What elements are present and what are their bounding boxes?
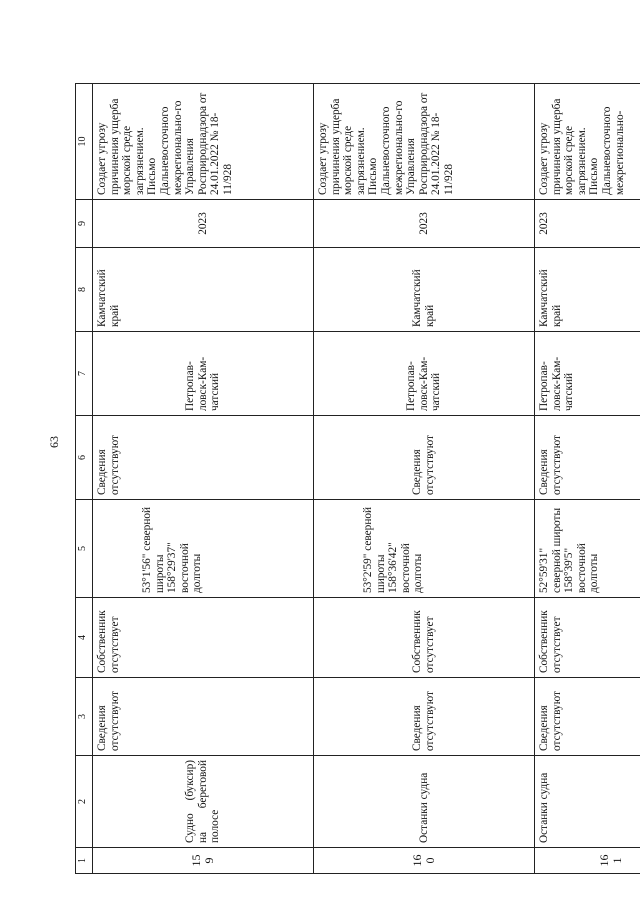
owner: Собственник отсутствует bbox=[93, 598, 314, 678]
column-number: 5 bbox=[76, 500, 93, 598]
vessel-name: Судно (буксир) на береговой полосе bbox=[93, 756, 314, 848]
region: Камчатский край bbox=[314, 248, 535, 332]
table-row bbox=[314, 84, 535, 874]
column-number: 6 bbox=[76, 416, 93, 500]
column-number: 1 bbox=[76, 848, 93, 874]
column-number: 4 bbox=[76, 598, 93, 678]
note: Создает угрозу причинения ущерба морской среде загрязнением. Письмо Дальневосточного межрегионально-го Управления Росприроднадзора от 24.01.2022 № 18-11/928 bbox=[314, 84, 535, 200]
table-row bbox=[93, 84, 314, 874]
year: 2023 bbox=[314, 200, 535, 248]
note: Создает угрозу причинения ущерба морской среде загрязнением. Письмо Дальневосточного межрегионально-го Управления Росприроднадзора от 24.01.2022 № 18-11/928 bbox=[93, 84, 314, 200]
vessel-register-table bbox=[75, 83, 640, 874]
note: Создает угрозу причинения ущерба морской среде загрязнением. Письмо Дальневосточного межрегионально- bbox=[535, 84, 640, 200]
owner: Собственник отсутствует bbox=[314, 598, 535, 678]
column-number: 3 bbox=[76, 678, 93, 756]
info: Сведения отсутствуют bbox=[535, 416, 640, 500]
coordinates: 53°1'56" северной широты 158°29'37" восточной долготы bbox=[93, 500, 314, 598]
row-number: 159 bbox=[93, 848, 314, 874]
owner-info: Сведения отсутствуют bbox=[535, 678, 640, 756]
vessel-name: Останки судна bbox=[314, 756, 535, 848]
column-number: 2 bbox=[76, 756, 93, 848]
year: 2023 bbox=[93, 200, 314, 248]
coordinates: 52°59'31" северной широты 158°39'5" восточной долготы bbox=[535, 500, 640, 598]
column-number-row bbox=[76, 84, 93, 874]
column-number: 9 bbox=[76, 200, 93, 248]
vessel-name: Останки судна bbox=[535, 756, 640, 848]
locality: Петропав-ловск-Кам-чатский bbox=[314, 332, 535, 416]
row-number: 161 bbox=[535, 848, 640, 874]
row-number: 160 bbox=[314, 848, 535, 874]
coordinates: 53°2'59" северной широты 158°36'42" восточной долготы bbox=[314, 500, 535, 598]
locality: Петропав-ловск-Кам-чатский bbox=[93, 332, 314, 416]
year: 2023 bbox=[535, 200, 640, 248]
info: Сведения отсутствуют bbox=[314, 416, 535, 500]
region: Камчатский край bbox=[93, 248, 314, 332]
table-row bbox=[535, 84, 640, 874]
column-number: 7 bbox=[76, 332, 93, 416]
column-number: 10 bbox=[76, 84, 93, 200]
region: Камчатский край bbox=[535, 248, 640, 332]
column-number: 8 bbox=[76, 248, 93, 332]
register-sheet bbox=[75, 84, 635, 874]
owner-info: Сведения отсутствуют bbox=[93, 678, 314, 756]
locality: Петропав-ловск-Кам-чатский bbox=[535, 332, 640, 416]
owner-info: Сведения отсутствуют bbox=[314, 678, 535, 756]
page-number: 63 bbox=[47, 436, 61, 448]
info: Сведения отсутствуют bbox=[93, 416, 314, 500]
owner: Собственник отсутствует bbox=[535, 598, 640, 678]
